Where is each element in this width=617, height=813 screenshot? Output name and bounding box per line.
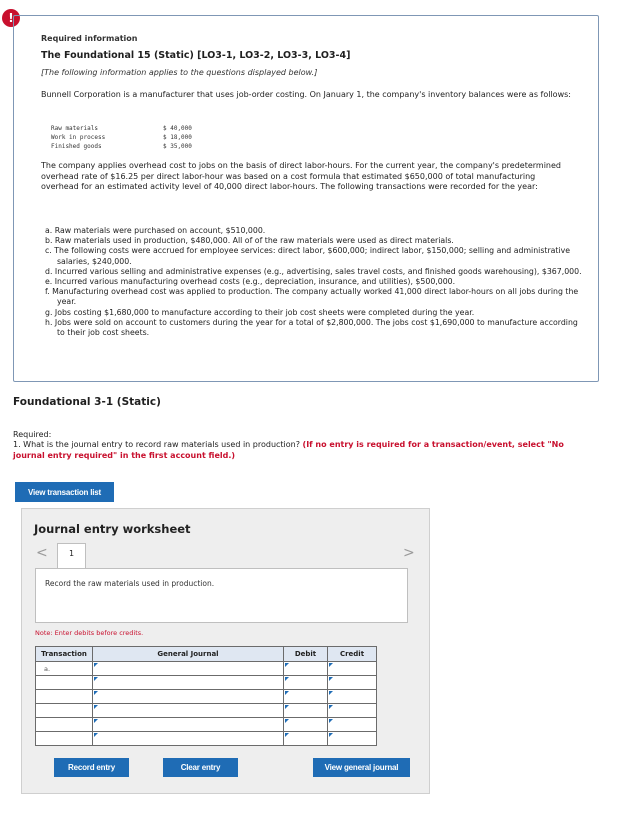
credit-input[interactable] (328, 690, 377, 704)
transaction-item: a. Raw materials were purchased on account, $510,000. (45, 226, 266, 235)
instruction-text: Record the raw materials used in production. (45, 579, 215, 588)
credit-input[interactable] (328, 676, 377, 690)
question-hint: (If no entry is required for a transaction/event, select "No journal entry required" in the first account field.) (13, 440, 564, 460)
table-row (36, 704, 377, 718)
table-row (36, 718, 377, 732)
required-information-label: Required information (41, 34, 138, 43)
transaction-cell (36, 690, 93, 704)
debit-input[interactable] (284, 676, 328, 690)
account-select[interactable] (93, 662, 284, 676)
view-transaction-list-button[interactable]: View transaction list (15, 482, 114, 502)
journal-entry-worksheet (21, 508, 430, 794)
table-row (36, 690, 377, 704)
inventory-balances (51, 124, 192, 151)
problem-subtitle: [The following information applies to the questions displayed below.] (41, 68, 318, 77)
worksheet-page-tab[interactable]: 1 (57, 543, 86, 568)
table-row (36, 732, 377, 746)
debits-note: Note: Enter debits before credits. (35, 629, 144, 637)
column-header-debit: Debit (284, 647, 328, 662)
journal-entry-table (35, 646, 377, 746)
transaction-item: f. Manufacturing overhead cost was applied to production. The company actually worked 41,000 direct labor-hours on all jobs during the year. (45, 287, 579, 307)
account-select[interactable] (93, 732, 284, 746)
required-information-panel (13, 15, 599, 382)
question-text (13, 440, 593, 461)
account-select[interactable] (93, 718, 284, 732)
table-row (36, 676, 377, 690)
section-title: Foundational 3-1 (Static) (13, 396, 161, 408)
debit-input[interactable] (284, 704, 328, 718)
transaction-item: d. Incurred various selling and administrative expenses (e.g., advertising, sales travel costs, and finished goods warehousing), $367,000. (45, 266, 582, 276)
record-entry-button[interactable]: Record entry (54, 758, 129, 777)
transaction-item: c. The following costs were accrued for employee services: direct labor, $600,000; indirect labor, $150,000; selling and administrative salaries, $240,000. (45, 246, 571, 266)
worksheet-title: Journal entry worksheet (34, 522, 191, 536)
chevron-right-icon[interactable]: > (403, 545, 415, 561)
intro-paragraph: Bunnell Corporation is a manufacturer that uses job-order costing. On January 1, the company's inventory balances were as follows: (41, 90, 571, 99)
transaction-item: g. Jobs costing $1,680,000 to manufacture according to their job cost sheets were completed during the year. (45, 307, 475, 317)
column-header-transaction: Transaction (36, 647, 93, 662)
credit-input[interactable] (328, 662, 377, 676)
clear-entry-button[interactable]: Clear entry (163, 758, 238, 777)
account-select[interactable] (93, 704, 284, 718)
alert-icon: ! (2, 9, 20, 27)
overhead-paragraph: The company applies overhead cost to jobs on the basis of direct labor-hours. For the current year, the company's predetermined overhead rate of $16.25 per direct labor-hour was based on a cost formula that estimated $650,000 of total manufacturing overhead for an estimated activity level of 40,000 direct labor-hours. The following transactions were recorded for the year: (41, 161, 561, 191)
account-select[interactable] (93, 690, 284, 704)
transaction-item: h. Jobs were sold on account to customers during the year for a total of $2,800,000. The jobs cost $1,690,000 to manufacture according to their job cost sheets. (45, 317, 578, 338)
transaction-cell (36, 676, 93, 690)
chevron-left-icon[interactable]: < (36, 545, 48, 561)
transaction-cell: a. (36, 662, 93, 676)
column-header-credit: Credit (328, 647, 377, 662)
problem-title: The Foundational 15 (Static) [LO3-1, LO3-2, LO3-3, LO3-4] (41, 50, 351, 61)
debit-input[interactable] (284, 732, 328, 746)
transaction-cell (36, 704, 93, 718)
column-header-general-journal: General Journal (93, 647, 284, 662)
transaction-item: b. Raw materials used in production, $480,000. All of of the raw materials were used as direct materials. (45, 236, 454, 246)
view-general-journal-button[interactable]: View general journal (313, 758, 410, 777)
transaction-cell (36, 732, 93, 746)
question-body: 1. What is the journal entry to record raw materials used in production? (13, 440, 303, 449)
debit-input[interactable] (284, 718, 328, 732)
account-select[interactable] (93, 676, 284, 690)
debit-input[interactable] (284, 690, 328, 704)
table-row (36, 662, 377, 676)
credit-input[interactable] (328, 718, 377, 732)
transaction-cell (36, 718, 93, 732)
balance-row: Work in process $ 18,000 (51, 134, 192, 141)
credit-input[interactable] (328, 732, 377, 746)
transaction-item: e. Incurred various manufacturing overhead costs (e.g., depreciation, insurance, and utilities), $500,000. (45, 277, 456, 287)
balance-row: Finished goods $ 35,000 (51, 143, 192, 150)
balance-row: Raw materials $ 40,000 (51, 125, 192, 132)
debit-input[interactable] (284, 662, 328, 676)
instruction-box (35, 568, 408, 623)
credit-input[interactable] (328, 704, 377, 718)
transaction-list (45, 226, 587, 338)
required-label: Required: (13, 430, 52, 439)
